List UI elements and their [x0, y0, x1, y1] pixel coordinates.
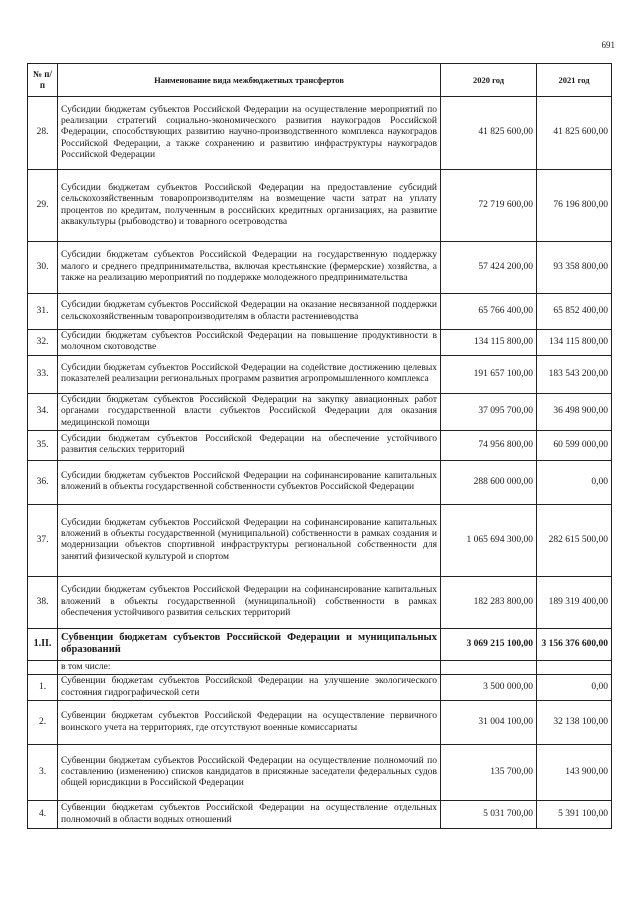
cell-num: 38.	[28, 576, 58, 628]
table-row	[28, 576, 612, 628]
including-row	[28, 660, 612, 674]
cell-2020: 65 766 400,00	[441, 294, 537, 330]
cell-name: Субвенции бюджетам субъектов Российской Федерации на осуществление первичного воинского учета на территориях, где отсутствуют военные комиссариаты	[58, 701, 441, 745]
cell-2020: 135 700,00	[441, 745, 537, 801]
cell-2020: 3 500 000,00	[441, 675, 537, 701]
table-row	[28, 170, 612, 242]
cell-2020: 74 956 800,00	[441, 430, 537, 460]
header-2021: 2021 год	[537, 64, 612, 97]
cell-2021: 189 319 400,00	[537, 576, 612, 628]
cell-num: 1.	[28, 675, 58, 701]
cell-num: 3.	[28, 745, 58, 801]
table-row	[28, 675, 612, 701]
cell-num: 1.II.	[28, 628, 58, 660]
cell-2020: 134 115 800,00	[441, 330, 537, 356]
cell-2021	[537, 660, 612, 674]
cell-2021: 3 156 376 600,00	[537, 628, 612, 660]
cell-num: 34.	[28, 393, 58, 430]
cell-num: 28.	[28, 97, 58, 170]
cell-2021: 5 391 100,00	[537, 801, 612, 829]
header-name: Наименование вида межбюджетных трансфертов	[58, 64, 441, 97]
budget-table	[27, 63, 612, 829]
cell-name: Субвенции бюджетам субъектов Российской Федерации и муниципальных образований	[58, 628, 441, 660]
header-2020: 2020 год	[441, 64, 537, 97]
cell-2021: 0,00	[537, 460, 612, 504]
cell-2020: 1 065 694 300,00	[441, 504, 537, 576]
cell-name: Субсидии бюджетам субъектов Российской Федерации на закупку авиационных работ органами государственной власти субъектов Российской Федерации для оказания медицинской помощи	[58, 393, 441, 430]
table-row	[28, 745, 612, 801]
cell-name: Субсидии бюджетам субъектов Российской Федерации на софинансирование капитальных вложений в объекты государственной собственности субъектов Российской Федерации	[58, 460, 441, 504]
cell-num	[28, 660, 58, 674]
cell-2021: 143 900,00	[537, 745, 612, 801]
cell-2021: 183 543 200,00	[537, 355, 612, 393]
cell-2020: 288 600 000,00	[441, 460, 537, 504]
cell-2020: 191 657 100,00	[441, 355, 537, 393]
cell-num: 32.	[28, 330, 58, 356]
table-row	[28, 294, 612, 330]
cell-name: Субсидии бюджетам субъектов Российской Федерации на оказание несвязанной поддержки сельскохозяйственным товаропроизводителям в области растениеводства	[58, 294, 441, 330]
cell-num: 2.	[28, 701, 58, 745]
cell-name: Субсидии бюджетам субъектов Российской Федерации на осуществление мероприятий по реализации стратегий социально-экономического развития наукоградов Российской Федерации, способствующих развитию научно-производственного комплекса наукоградов Российской Федерации, а также сохранению и развитию инфраструктуры наукоградов Российской Федерации	[58, 97, 441, 170]
cell-name: Субвенции бюджетам субъектов Российской Федерации на осуществление отдельных полномочий в области водных отношений	[58, 801, 441, 829]
cell-2021: 36 498 900,00	[537, 393, 612, 430]
table-row	[28, 460, 612, 504]
cell-num: 29.	[28, 170, 58, 242]
cell-2020: 5 031 700,00	[441, 801, 537, 829]
cell-name: Субсидии бюджетам субъектов Российской Федерации на обеспечение устойчивого развития сельских территорий	[58, 430, 441, 460]
cell-2021: 134 115 800,00	[537, 330, 612, 356]
cell-2020: 57 424 200,00	[441, 242, 537, 294]
cell-2020: 37 095 700,00	[441, 393, 537, 430]
cell-num: 37.	[28, 504, 58, 576]
cell-num: 35.	[28, 430, 58, 460]
cell-num: 36.	[28, 460, 58, 504]
cell-2020: 3 069 215 100,00	[441, 628, 537, 660]
table-row	[28, 701, 612, 745]
cell-num: 31.	[28, 294, 58, 330]
table-row	[28, 430, 612, 460]
cell-name: Субсидии бюджетам субъектов Российской Федерации на содействие достижению целевых показателей реализации региональных программ развития агропромышленного комплекса	[58, 355, 441, 393]
cell-num: 4.	[28, 801, 58, 829]
header-row	[28, 64, 612, 97]
table-row	[28, 242, 612, 294]
including-label: в том числе:	[58, 660, 441, 674]
table-row	[28, 801, 612, 829]
cell-2021: 0,00	[537, 675, 612, 701]
cell-name: Субсидии бюджетам субъектов Российской Федерации на государственную поддержку малого и среднего предпринимательства, включая крестьянские (фермерские) хозяйства, а также на реализацию мероприятий по поддержке молодежного предпринимательства	[58, 242, 441, 294]
cell-name: Субсидии бюджетам субъектов Российской Федерации на повышение продуктивности в молочном скотоводстве	[58, 330, 441, 356]
table-row	[28, 330, 612, 356]
cell-2021: 76 196 800,00	[537, 170, 612, 242]
cell-name: Субвенции бюджетам субъектов Российской Федерации на осуществление полномочий по составлению (изменению) списков кандидатов в присяжные заседатели федеральных судов общей юрисдикции в Российской Федерации	[58, 745, 441, 801]
cell-2021: 32 138 100,00	[537, 701, 612, 745]
cell-name: Субвенции бюджетам субъектов Российской Федерации на улучшение экологического состояния гидрографической сети	[58, 675, 441, 701]
cell-name: Субсидии бюджетам субъектов Российской Федерации на предоставление субсидий сельскохозяйственным товаропроизводителям на возмещение части затрат на уплату процентов по кредитам, полученным в российских кредитных организациях, на развитие аквакультуры (рыбоводство) и товарного осетроводства	[58, 170, 441, 242]
summary-row	[28, 628, 612, 660]
page-number: 691	[601, 40, 615, 50]
cell-2021: 93 358 800,00	[537, 242, 612, 294]
cell-num: 30.	[28, 242, 58, 294]
header-num: № п/п	[28, 64, 58, 97]
cell-2021: 282 615 500,00	[537, 504, 612, 576]
cell-name: Субсидии бюджетам субъектов Российской Федерации на софинансирование капитальных вложений в объекты государственной (муниципальной) собственности в рамках обеспечения устойчивого развития сельских территорий	[58, 576, 441, 628]
cell-2020: 41 825 600,00	[441, 97, 537, 170]
cell-2021: 41 825 600,00	[537, 97, 612, 170]
table-row	[28, 393, 612, 430]
cell-num: 33.	[28, 355, 58, 393]
cell-2020: 31 004 100,00	[441, 701, 537, 745]
table-row	[28, 355, 612, 393]
cell-2020: 72 719 600,00	[441, 170, 537, 242]
table-row	[28, 97, 612, 170]
cell-2020	[441, 660, 537, 674]
cell-2021: 60 599 000,00	[537, 430, 612, 460]
cell-2021: 65 852 400,00	[537, 294, 612, 330]
cell-name: Субсидии бюджетам субъектов Российской Федерации на софинансирование капитальных вложений в объекты государственной (муниципальной) собственности в рамках создания и модернизации объектов спортивной инфраструктуры региональной собственности для занятий физической культурой и спортом	[58, 504, 441, 576]
cell-2020: 182 283 800,00	[441, 576, 537, 628]
table-row	[28, 504, 612, 576]
